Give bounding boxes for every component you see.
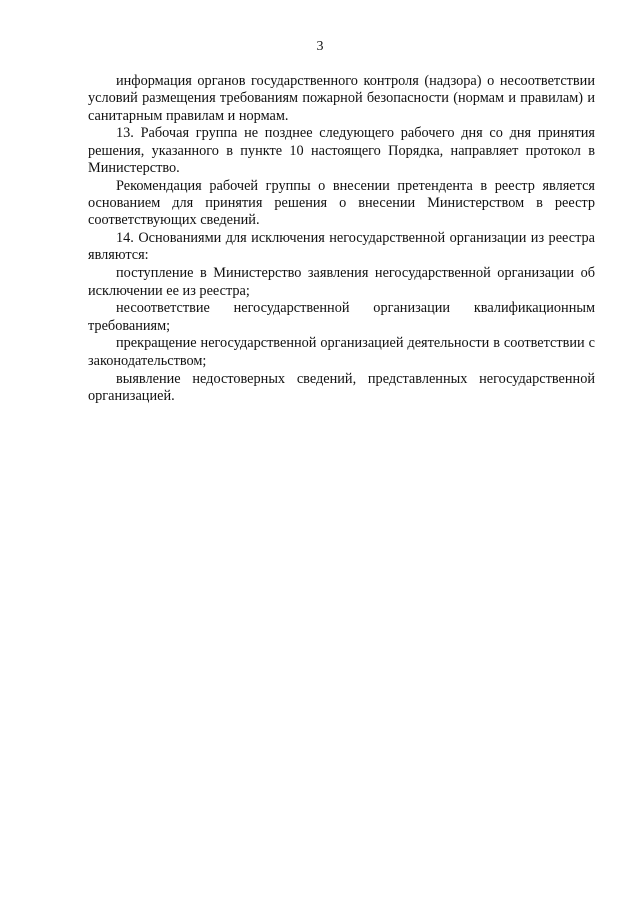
paragraph-inspection-info: информация органов государственного контроля (надзора) о несоответствии условий размещения требованиям пожарной безопасности (нормам и правилам) и санитарным правилам и нормам.	[88, 73, 595, 124]
paragraph-ground-noncompliance: несоответствие негосударственной организации квалификационным требованиям;	[88, 300, 595, 334]
paragraph-recommendation: Рекомендация рабочей группы о внесении претендента в реестр является основанием для принятия решения о внесении Министерством в реестр соответствующих сведений.	[88, 177, 595, 229]
document-body	[88, 73, 595, 406]
paragraph-ground-termination: прекращение негосударственной организацией деятельности в соответствии с законодательством;	[88, 335, 595, 369]
page-number: 3	[316, 39, 324, 54]
paragraph-ground-application: поступление в Министерство заявления негосударственной организации об исключении ее из реестра;	[88, 265, 595, 299]
paragraph-ground-false-info: выявление недостоверных сведений, представленных негосударственной организацией.	[88, 370, 595, 404]
paragraph-item-14: 14. Основаниями для исключения негосударственной организации из реестра являются:	[88, 230, 595, 264]
paragraph-item-13: 13. Рабочая группа не позднее следующего рабочего дня со дня принятия решения, указанного в пункте 10 настоящего Порядка, направляет протокол в Министерство.	[88, 125, 595, 176]
